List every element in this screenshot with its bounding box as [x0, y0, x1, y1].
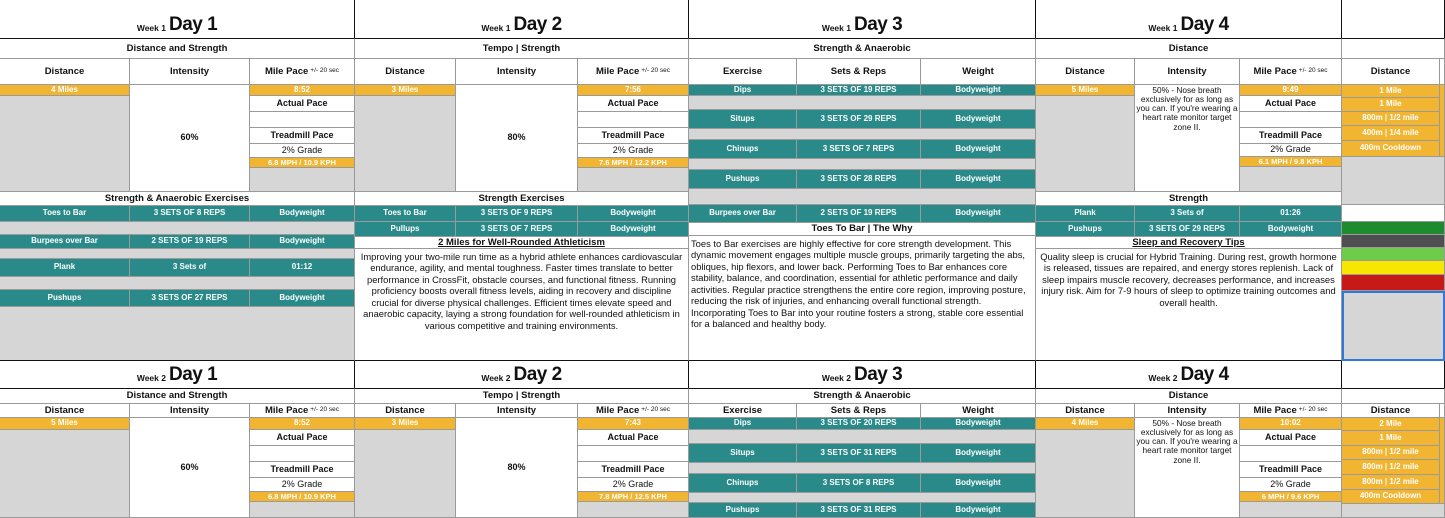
- col-mile-pace[interactable]: [250, 59, 355, 85]
- pace-tolerance: +/- 20 sec: [1298, 67, 1328, 75]
- week-label: Week 1: [136, 23, 166, 34]
- exercise-weight[interactable]: Bodyweight: [1240, 222, 1342, 237]
- focus-w2d1[interactable]: Distance and Strength: [0, 388, 355, 404]
- interval-item[interactable]: 400m Cooldown: [1342, 490, 1440, 504]
- col-mile-pace-label: Mile Pace: [264, 404, 309, 416]
- exercise-weight[interactable]: Bodyweight: [250, 206, 355, 222]
- actual-pace-label: Actual Pace: [250, 96, 355, 112]
- exercise-name[interactable]: Pushups: [0, 290, 130, 307]
- treadmill-pace-label: Treadmill Pace: [250, 462, 355, 478]
- exercise-weight[interactable]: Bodyweight: [921, 418, 1036, 430]
- exercise-sets[interactable]: 3 SETS OF 7 REPS: [797, 140, 921, 159]
- cell[interactable]: [689, 159, 1036, 170]
- cell[interactable]: [0, 249, 355, 259]
- interval-item[interactable]: 800m | 1/2 mile: [1342, 460, 1440, 475]
- focus-w1d3[interactable]: Strength & Anaerobic: [689, 38, 1036, 59]
- exercise-sets[interactable]: 3 Sets of: [1135, 206, 1240, 222]
- col-intensity[interactable]: Intensity: [130, 404, 250, 418]
- focus-w1d1[interactable]: Distance and Strength: [0, 38, 355, 59]
- exercise-name[interactable]: Situps: [689, 110, 797, 129]
- cell[interactable]: [689, 129, 1036, 140]
- grade-value: 2% Grade: [250, 144, 355, 158]
- interval-item[interactable]: 800m | 1/2 mile: [1342, 475, 1440, 490]
- interval-item[interactable]: 400m | 1/4 mile: [1342, 126, 1440, 141]
- distance-value[interactable]: 3 Miles: [355, 418, 456, 430]
- pace-value[interactable]: 7:43: [578, 418, 689, 430]
- col-distance[interactable]: Distance: [1036, 404, 1135, 418]
- col-distance[interactable]: Distance: [355, 404, 456, 418]
- cell[interactable]: [250, 168, 355, 192]
- article-title[interactable]: 2 Miles for Well-Rounded Athleticism: [355, 237, 689, 249]
- col-mile-pace[interactable]: [1240, 59, 1342, 85]
- exercise-weight[interactable]: Bodyweight: [921, 205, 1036, 223]
- pace-tolerance: +/- 20 sec: [310, 406, 340, 414]
- day-header-w1d2[interactable]: [355, 0, 689, 38]
- col-weight[interactable]: Weight: [921, 404, 1036, 418]
- cell[interactable]: [689, 430, 1036, 444]
- distance-value[interactable]: 4 Miles: [1036, 418, 1135, 430]
- cell[interactable]: [0, 222, 355, 235]
- cell[interactable]: [1342, 205, 1445, 222]
- col-mile-pace-label: Mile Pace: [1253, 65, 1297, 77]
- cell[interactable]: [1240, 167, 1342, 192]
- article-text[interactable]: Toes to Bar exercises are highly effective for core strength development. This dynamic movement engages multiple muscle groups, primarily targeting the abs, obliques, hip flexors, and lower back. Performing Toes to Bar enhances core stability, balance, and coordination, essential for athletic performance and daily activities. Regular practice strengthens the entire core region, improving posture, reducing the risk of injuries, and enhancing overall functional strength. Incorporating Toes to Bar into your routine fosters a strong, stable core essential for a balanced and healthy body.: [689, 236, 1036, 361]
- cell[interactable]: [250, 502, 355, 518]
- intensity-note[interactable]: 50% - Nose breath exclusively for as long as you can. If you're wearing a heart rate monitor target zone II.: [1135, 418, 1240, 518]
- col-sets-reps[interactable]: Sets & Reps: [797, 404, 921, 418]
- exercise-sets[interactable]: 3 SETS OF 7 REPS: [456, 222, 578, 237]
- grade-value: 2% Grade: [1240, 144, 1342, 157]
- exercise-weight[interactable]: Bodyweight: [921, 474, 1036, 493]
- treadmill-speed[interactable]: 6.8 MPH / 10.9 KPH: [250, 492, 355, 502]
- week-label: Week 2: [821, 373, 851, 384]
- treadmill-pace-label: Treadmill Pace: [1240, 462, 1342, 478]
- intensity-value[interactable]: 60%: [130, 418, 250, 518]
- cell[interactable]: [1036, 96, 1135, 192]
- focus-w2d3[interactable]: Strength & Anaerobic: [689, 388, 1036, 404]
- day-header-w1d4[interactable]: [1036, 0, 1342, 38]
- exercise-name[interactable]: Chinups: [689, 474, 797, 493]
- actual-pace-label: Actual Pace: [1240, 96, 1342, 112]
- exercise-weight[interactable]: Bodyweight: [921, 140, 1036, 159]
- day-header-w2d1[interactable]: [0, 361, 355, 388]
- day-header-w2d2[interactable]: [355, 361, 689, 388]
- exercise-sets[interactable]: 3 SETS OF 28 REPS: [797, 170, 921, 189]
- interval-item[interactable]: 2 Mile: [1342, 418, 1440, 431]
- col-intensity[interactable]: Intensity: [456, 404, 578, 418]
- col-distance[interactable]: Distance: [1342, 59, 1440, 85]
- col-sets-reps[interactable]: Sets & Reps: [797, 59, 921, 85]
- distance-value[interactable]: 5 Miles: [1036, 85, 1135, 96]
- exercise-name[interactable]: Plank: [1036, 206, 1135, 222]
- cell[interactable]: [1240, 502, 1342, 518]
- exercise-section-title[interactable]: Strength & Anaerobic Exercises: [0, 192, 355, 206]
- cell[interactable]: [0, 277, 355, 290]
- cell[interactable]: [1440, 404, 1445, 418]
- actual-pace-input[interactable]: [1240, 112, 1342, 128]
- day-header-w1d3[interactable]: [689, 0, 1036, 38]
- grade-value: 2% Grade: [1240, 478, 1342, 492]
- focus-w1d2[interactable]: Tempo | Strength: [355, 38, 689, 59]
- exercise-sets[interactable]: 3 SETS OF 19 REPS: [797, 85, 921, 96]
- cell[interactable]: [1342, 157, 1445, 205]
- day-label: Day 4: [1180, 364, 1229, 386]
- interval-item[interactable]: 1 Mile: [1342, 98, 1440, 112]
- col-distance[interactable]: Distance: [355, 59, 456, 85]
- pace-tolerance: +/- 20 sec: [310, 67, 340, 75]
- actual-pace-label: Actual Pace: [578, 96, 689, 112]
- cell[interactable]: [1440, 418, 1445, 504]
- focus-w1d5[interactable]: [1342, 38, 1445, 59]
- intensity-note[interactable]: 50% - Nose breath exclusively for as long as you can. If you're wearing a heart rate monitor target zone II.: [1135, 85, 1240, 192]
- zone-yellow-swatch[interactable]: [1342, 261, 1445, 275]
- exercise-name[interactable]: Chinups: [689, 140, 797, 159]
- exercise-sets[interactable]: 3 SETS OF 27 REPS: [130, 290, 250, 307]
- day-header-w1d5[interactable]: [1342, 0, 1445, 38]
- actual-pace-label: Actual Pace: [1240, 430, 1342, 446]
- interval-item[interactable]: 800m | 1/2 mile: [1342, 112, 1440, 126]
- week-label: Week 2: [136, 373, 166, 384]
- col-exercise[interactable]: Exercise: [689, 59, 797, 85]
- treadmill-pace-label: Treadmill Pace: [1240, 128, 1342, 144]
- article-text[interactable]: Improving your two-mile run time as a hybrid athlete enhances cardiovascular endurance, agility, and mental toughness. Faster times translate to better performance in CrossFit, obstacle courses, and functional fitness. Running proficiency boosts overall fitness levels, aiding in recovery and discipline crucial for diverse physical challenges. Efficient times elevate speed and anaerobic capacity, laying a strong foundation for well-rounded athleticism in various competitive and training environments.: [355, 249, 689, 361]
- exercise-sets[interactable]: 3 Sets of: [130, 259, 250, 277]
- day-header-w2d3[interactable]: [689, 361, 1036, 388]
- col-intensity[interactable]: Intensity: [1135, 59, 1240, 85]
- pace-value[interactable]: 9:49: [1240, 85, 1342, 96]
- actual-pace-label: Actual Pace: [250, 430, 355, 446]
- pace-tolerance: +/- 20 sec: [641, 406, 671, 414]
- article-title[interactable]: Toes To Bar | The Why: [689, 223, 1036, 236]
- cell[interactable]: [0, 96, 130, 192]
- treadmill-pace-label: Treadmill Pace: [578, 462, 689, 478]
- zone-green-swatch[interactable]: [1342, 222, 1445, 235]
- col-intensity[interactable]: Intensity: [1135, 404, 1240, 418]
- exercise-name[interactable]: Dips: [689, 85, 797, 96]
- exercise-section-title[interactable]: Strength: [1036, 192, 1342, 206]
- day-header-w1d1[interactable]: [0, 0, 355, 38]
- exercise-weight[interactable]: Bodyweight: [921, 444, 1036, 463]
- exercise-name[interactable]: Pushups: [689, 503, 797, 518]
- zone-red-swatch[interactable]: [1342, 275, 1445, 291]
- exercise-weight[interactable]: Bodyweight: [921, 110, 1036, 129]
- treadmill-speed[interactable]: 6.8 MPH / 10.9 KPH: [250, 158, 355, 168]
- exercise-weight[interactable]: Bodyweight: [250, 235, 355, 249]
- col-mile-pace-label: Mile Pace: [595, 404, 640, 416]
- col-mile-pace[interactable]: [578, 404, 689, 418]
- cell[interactable]: [578, 168, 689, 192]
- week-label: Week 2: [1148, 373, 1178, 384]
- cell[interactable]: [1440, 59, 1445, 85]
- actual-pace-label: Actual Pace: [578, 430, 689, 446]
- exercise-name[interactable]: Toes to Bar: [0, 206, 130, 222]
- day-label: Day 2: [513, 364, 562, 386]
- cell[interactable]: [355, 96, 456, 192]
- intensity-value[interactable]: 60%: [130, 85, 250, 192]
- cell[interactable]: [1036, 430, 1135, 518]
- exercise-sets[interactable]: 3 SETS OF 31 REPS: [797, 503, 921, 518]
- cell[interactable]: [689, 493, 1036, 503]
- exercise-sets[interactable]: 2 SETS OF 19 REPS: [130, 235, 250, 249]
- exercise-name[interactable]: Situps: [689, 444, 797, 463]
- col-mile-pace[interactable]: [1240, 404, 1342, 418]
- grade-value: 2% Grade: [578, 478, 689, 492]
- exercise-section-title[interactable]: Strength Exercises: [355, 192, 689, 206]
- exercise-weight[interactable]: Bodyweight: [921, 503, 1036, 518]
- cell[interactable]: [689, 189, 1036, 205]
- pace-value[interactable]: 8:52: [250, 85, 355, 96]
- cell[interactable]: [1342, 504, 1445, 518]
- col-mile-pace-label: Mile Pace: [595, 65, 640, 77]
- exercise-sets[interactable]: 3 SETS OF 31 REPS: [797, 444, 921, 463]
- pace-value[interactable]: 8:52: [250, 418, 355, 430]
- grade-value: 2% Grade: [578, 144, 689, 158]
- day-label: Day 1: [168, 14, 218, 36]
- cell[interactable]: [689, 463, 1036, 474]
- col-mile-pace-label: Mile Pace: [1253, 404, 1297, 416]
- day-header-w2d4[interactable]: [1036, 361, 1342, 388]
- exercise-weight[interactable]: 01:26: [1240, 206, 1342, 222]
- exercise-name[interactable]: Pushups: [689, 170, 797, 189]
- day-label: Day 3: [853, 14, 903, 36]
- treadmill-speed[interactable]: 6.1 MPH / 9.8 KPH: [1240, 157, 1342, 167]
- exercise-sets[interactable]: 3 SETS OF 9 REPS: [456, 206, 578, 222]
- focus-w2d2[interactable]: Tempo | Strength: [355, 388, 689, 404]
- exercise-weight[interactable]: Bodyweight: [921, 85, 1036, 96]
- exercise-weight[interactable]: 01:12: [250, 259, 355, 277]
- col-distance[interactable]: Distance: [0, 59, 130, 85]
- col-weight[interactable]: Weight: [921, 59, 1036, 85]
- week-label: Week 1: [1148, 23, 1178, 34]
- actual-pace-input[interactable]: [1240, 446, 1342, 462]
- col-exercise[interactable]: Exercise: [689, 404, 797, 418]
- day-header-w2d5[interactable]: [1342, 361, 1445, 388]
- actual-pace-input[interactable]: [250, 446, 355, 462]
- exercise-name[interactable]: Pullups: [355, 222, 456, 237]
- cell[interactable]: [578, 502, 689, 518]
- col-distance[interactable]: Distance: [1342, 404, 1440, 418]
- interval-item[interactable]: 400m Cooldown: [1342, 141, 1440, 157]
- selected-cell[interactable]: [1342, 291, 1445, 361]
- actual-pace-input[interactable]: [578, 446, 689, 462]
- exercise-sets[interactable]: 3 SETS OF 8 REPS: [130, 206, 250, 222]
- exercise-weight[interactable]: Bodyweight: [921, 170, 1036, 189]
- interval-item[interactable]: 1 Mile: [1342, 85, 1440, 98]
- cell[interactable]: [1440, 85, 1445, 157]
- article-text[interactable]: Quality sleep is crucial for Hybrid Training. During rest, growth hormone is released, tissues are repaired, and energy stores replenish. Lack of sleep impairs muscle recovery, decreases performance, and increases injury risk. Aim for 7-9 hours of sleep to optimize training outcomes and overall health.: [1036, 249, 1342, 361]
- intensity-value[interactable]: 80%: [456, 85, 578, 192]
- interval-item[interactable]: 800m | 1/2 mile: [1342, 446, 1440, 460]
- exercise-name[interactable]: Pushups: [1036, 222, 1135, 237]
- actual-pace-input[interactable]: [578, 112, 689, 128]
- exercise-sets[interactable]: 3 SETS OF 8 REPS: [797, 474, 921, 493]
- intensity-value[interactable]: 80%: [456, 418, 578, 518]
- col-mile-pace[interactable]: [578, 59, 689, 85]
- exercise-name[interactable]: Toes to Bar: [355, 206, 456, 222]
- week-label: Week 2: [481, 373, 511, 384]
- treadmill-pace-label: Treadmill Pace: [250, 128, 355, 144]
- treadmill-speed[interactable]: 6 MPH / 9.6 KPH: [1240, 492, 1342, 502]
- pace-tolerance: +/- 20 sec: [641, 67, 671, 75]
- distance-value[interactable]: 4 Miles: [0, 85, 130, 96]
- col-distance[interactable]: Distance: [1036, 59, 1135, 85]
- col-mile-pace[interactable]: [250, 404, 355, 418]
- day-label: Day 4: [1180, 14, 1229, 36]
- treadmill-pace-label: Treadmill Pace: [578, 128, 689, 144]
- article-title[interactable]: Sleep and Recovery Tips: [1036, 237, 1342, 249]
- grade-value: 2% Grade: [250, 478, 355, 492]
- day-label: Day 2: [513, 14, 562, 36]
- week-label: Week 1: [821, 23, 851, 34]
- cell[interactable]: [0, 430, 130, 518]
- week-label: Week 1: [481, 23, 511, 34]
- exercise-weight[interactable]: Bodyweight: [578, 222, 689, 237]
- focus-w1d4[interactable]: Distance: [1036, 38, 1342, 59]
- cell[interactable]: [355, 430, 456, 518]
- exercise-name[interactable]: Burpees over Bar: [689, 205, 797, 223]
- col-distance[interactable]: Distance: [0, 404, 130, 418]
- exercise-sets[interactable]: 2 SETS OF 19 REPS: [797, 205, 921, 223]
- interval-item[interactable]: 1 Mile: [1342, 431, 1440, 446]
- focus-w2d4[interactable]: Distance: [1036, 388, 1342, 404]
- zone-gray-swatch[interactable]: [1342, 235, 1445, 248]
- exercise-weight[interactable]: Bodyweight: [250, 290, 355, 307]
- exercise-name[interactable]: Dips: [689, 418, 797, 430]
- col-intensity[interactable]: Intensity: [130, 59, 250, 85]
- exercise-name[interactable]: Plank: [0, 259, 130, 277]
- pace-value[interactable]: 7:56: [578, 85, 689, 96]
- cell[interactable]: [0, 307, 355, 361]
- day-label: Day 3: [853, 364, 903, 386]
- exercise-sets[interactable]: 3 SETS OF 29 REPS: [1135, 222, 1240, 237]
- exercise-name[interactable]: Burpees over Bar: [0, 235, 130, 249]
- distance-value[interactable]: 5 Miles: [0, 418, 130, 430]
- distance-value[interactable]: 3 Miles: [355, 85, 456, 96]
- treadmill-speed[interactable]: 7.8 MPH / 12.5 KPH: [578, 492, 689, 502]
- day-label: Day 1: [168, 364, 218, 386]
- exercise-sets[interactable]: 3 SETS OF 20 REPS: [797, 418, 921, 430]
- zone-lightgreen-swatch[interactable]: [1342, 248, 1445, 261]
- cell[interactable]: [689, 96, 1036, 110]
- focus-w2d5[interactable]: [1342, 388, 1445, 404]
- exercise-weight[interactable]: Bodyweight: [578, 206, 689, 222]
- actual-pace-input[interactable]: [250, 112, 355, 128]
- col-mile-pace-label: Mile Pace: [264, 65, 309, 77]
- pace-value[interactable]: 10:02: [1240, 418, 1342, 430]
- col-intensity[interactable]: Intensity: [456, 59, 578, 85]
- treadmill-speed[interactable]: 7.6 MPH / 12.2 KPH: [578, 158, 689, 168]
- pace-tolerance: +/- 20 sec: [1298, 406, 1328, 414]
- exercise-sets[interactable]: 3 SETS OF 29 REPS: [797, 110, 921, 129]
